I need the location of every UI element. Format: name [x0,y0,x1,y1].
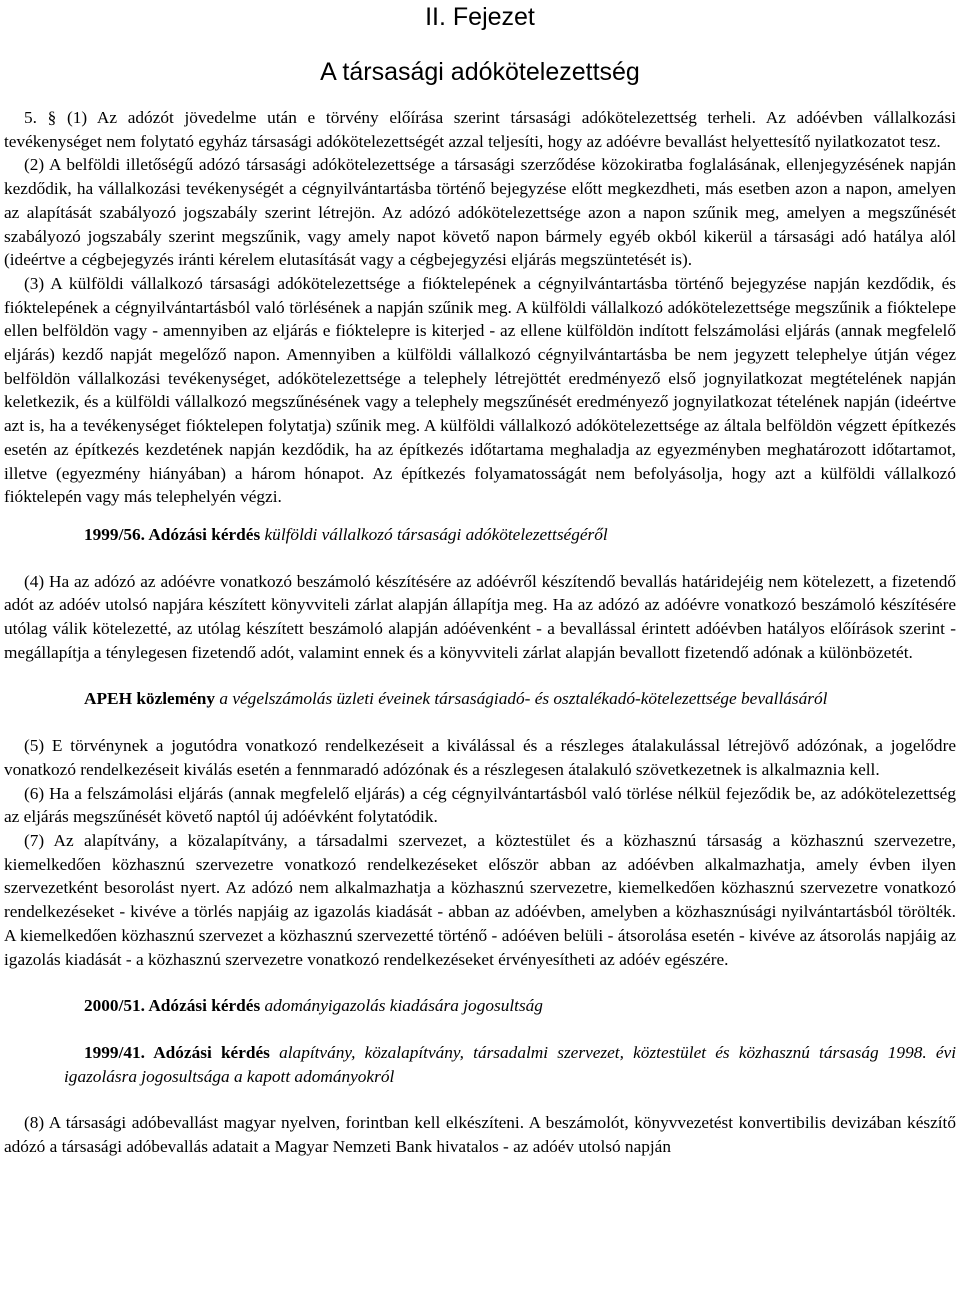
paragraph-5-2: (2) A belföldi illetőségű adózó társasági adókötelezettsége a társasági szerződése közokiratba foglalásának, ellenjegyzésének napján kezdődik, ha vállalkozási tevékenységét a cégnyilvántartásba történő bejegyzése előtt megkezdheti, más esetben azon a napon, amelyen az alapítását szabályozó jogszabály szerint létrejön. Az adózó adókötelezettsége azon a napon szűnik meg, amelyen a megszűnését szabályozó jogszabály szerint megszűnik, vagy amely napot követő napon bármely egyéb okból kikerül a társasági adó hatálya alól (ideértve a cégbejegyzés iránti kérelem elutasítását vagy a cégbejegyzési eljárás megszüntetését is). [4,155,956,270]
paragraph-5-5: (5) E törvénynek a jogutódra vonatkozó rendelkezéseit a kiválással és a részleges átalakulással létrejövő adózónak, a jogelődre vonatkozó rendelkezéseit kiválás esetén a fennmaradó adózónak és a részlegesen átalakuló szövetkezetnek is alkalmaznia kell. [4,736,956,779]
reference-topic: alapítvány, közalapítvány, társadalmi szervezet, köztestület és közhasznú társaság 1998. évi igazolásra jogosultsága a kapott adományokról [64,1042,956,1086]
reference-topic: a végelszámolás üzleti éveinek társaságiadó- és osztalékadó-kötelezettsége bevallásáról [219,689,828,709]
reference-number: APEH közlemény [84,689,216,709]
reference-number: 1999/56. Adózási kérdés [84,524,261,544]
reference-1999-41[interactable] [4,1041,956,1088]
paragraph-5-7: (7) Az alapítvány, a közalapítvány, a társadalmi szervezet, a köztestület és a közhasznú társaság a közhasznú szervezetre, kiemelkedően közhasznú szervezetre vonatkozó rendelkezéseket először abban az adóévben alkalmazhatja, amely évben ilyen szervezetként besorolást nyert. Az adózó nem alkalmazhatja a közhasznú szervezetre, kiemelkedően közhasznú szervezetre vonatkozó rendelkezéseket - kivéve a törlés napjáig az igazolás kiadását - abban az adóévben, amelyben a közhasznúsági nyilvántartásból törölték. A kiemelkedően közhasznú szervezet a közhasznú szervezetté történő - adóéven belüli - átsorolása esetén - kivéve az átsorolás napjáig az igazolás kiadását - a közhasznú szervezetre vonatkozó rendelkezéseket érvényesítheti az adóév egészére. [4,830,956,969]
paragraph-5-4: (4) Ha az adózó az adóévre vonatkozó beszámoló készítésére az adóévről készítendő bevallás határidejéig nem kötelezett, a fizetendő adót az adóév utolsó napjára készített könyvviteli zárlat alapján állapítja meg. Ha az adózó az adóévre vonatkozó beszámoló készítésére utólag válik kötelezetté, az utólag készített beszámoló alapján adóévenként - a bevallással érintett adóévben hatályos előírások szerint - megállapítja a ténylegesen fizetendő adót, valamint ennek és a könyvviteli zárlat alapján bevallott fizetendő adónak a különbözetét. [4,571,956,662]
reference-topic: külföldi vállalkozó társasági adókötelezettségéről [264,524,608,544]
reference-2000-51[interactable] [4,994,956,1018]
reference-topic: adományigazolás kiadására jogosultság [264,996,543,1016]
chapter-heading: II. Fejezet [425,3,535,31]
reference-1999-56[interactable] [4,523,956,547]
document-body [4,106,956,1159]
paragraph-5-3: (3) A külföldi vállalkozó társasági adókötelezettsége a fióktelepének a cégnyilvántartásba történő bejegyzése napján kezdődik, és fióktelepének a cégnyilvántartásból való törlésének a napján szűnik meg. A külföldi vállalkozó adókötelezettsége megszűnik a fióktelepe ellen belföldön vagy - amennyiben az eljárás e fióktelepre is kiterjed - az ellene külföldön indított felszámolási eljárás (annak megfelelő eljárás) kezdő napját megelőző napon. Amennyiben a külföldi vállalkozó cégnyilvántartásba be nem jegyzett telephelye útján végez belföldön vállalkozási tevékenységet, adókötelezettsége a telephely létrejöttét eredményező első jognyilatkozat megtételének napján keletkezik, és a külföldi vállalkozó megszűnésének vagy a telephely megszűnését eredményező jognyilatkozat tételének napján (ideértve azt is, ha a tevékenységet fióktelepen folytatja) szűnik meg. A külföldi vállalkozó adókötelezettsége az általa belföldön végzett építkezés esetén az építkezés kezdetének napján kezdődik, ha az építkezés időtartama meghaladja az egyezményben meghatározott időtartamot, illetve (egyezmény hiányában) a három hónapot. Az építkezés folyamatosságát nem befolyásolja, hogy azt a külföldi vállalkozó fióktelepén vagy más telephelyén végzi. [4,273,956,507]
reference-number: 1999/41. Adózási kérdés [84,1042,270,1062]
reference-number: 2000/51. Adózási kérdés [84,996,261,1016]
paragraph-5-6: (6) Ha a felszámolási eljárás (annak megfelelő eljárás) a cég cégnyilvántartásból való törlése nélkül fejeződik be, az adókötelezettség az eljárás megszűnését követő naptól új adóévként folytatódik. [4,783,956,827]
paragraph-5-1: 5. § (1) Az adózót jövedelme után e törvény előírása szerint társasági adókötelezettség terheli. Az adóévben vállalkozási tevékenységet nem folytató egyház társasági adókötelezettségét azzal teljesíti, hogy az adóévre bevallást helyettesítő nyilatkozatot tesz. [4,108,956,151]
chapter-title: A társasági adókötelezettség [320,58,640,86]
paragraph-5-8: (8) A társasági adóbevallást magyar nyelven, forintban kell elkészíteni. A beszámolót, könyvvezetést konvertibilis devizában készítő adózó a társasági adóbevallás adatait a Magyar Nemzeti Bank hivatalos - az adóév utolsó napján [4,1113,956,1157]
reference-apeh[interactable] [4,687,956,711]
